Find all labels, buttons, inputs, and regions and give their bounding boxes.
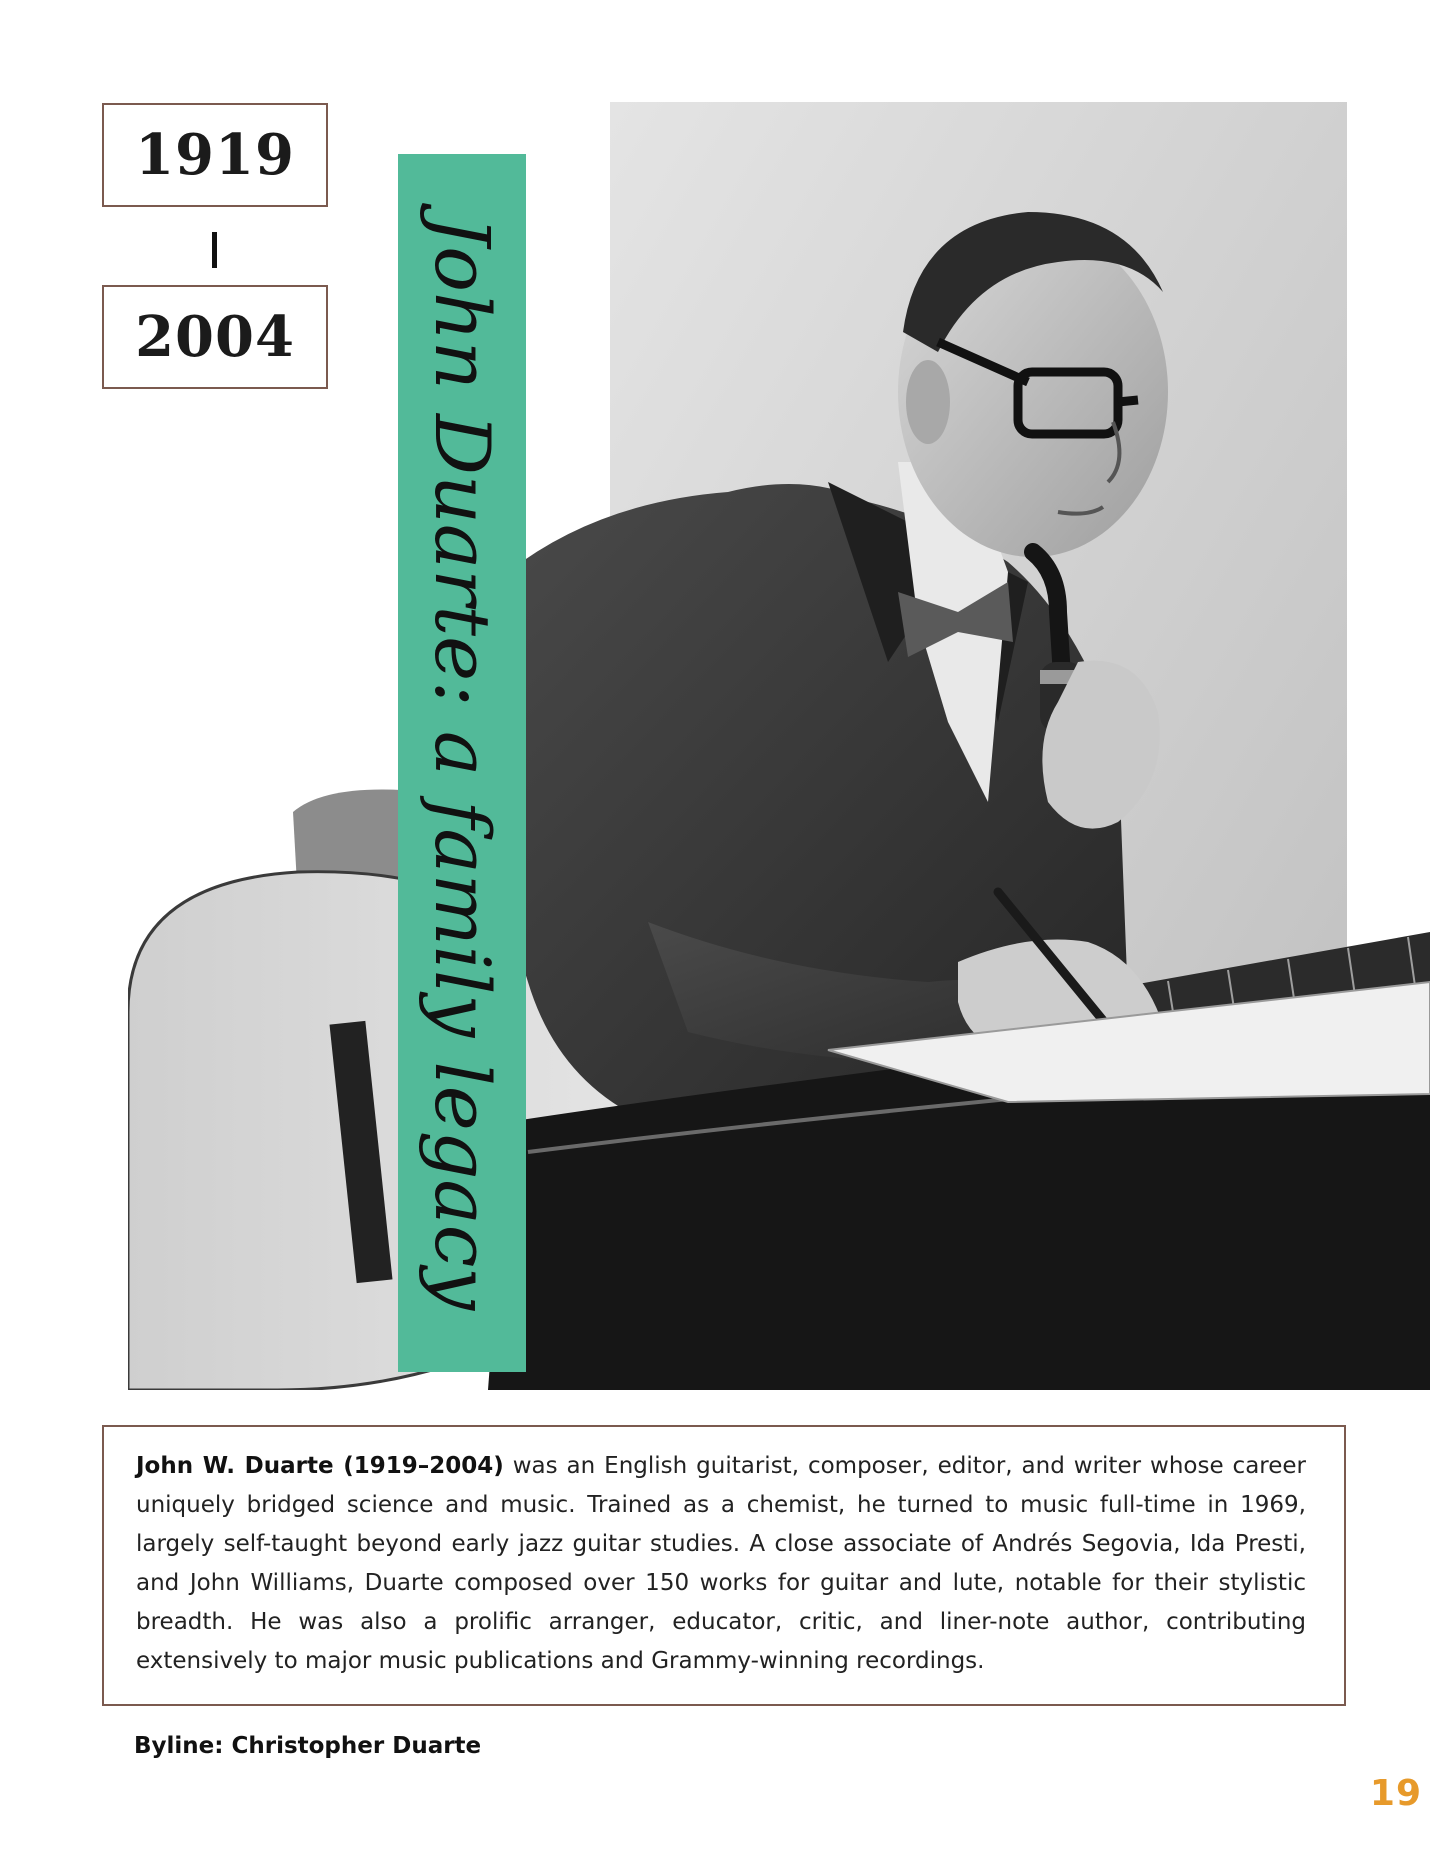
- byline: Byline: Christopher Duarte: [134, 1733, 482, 1759]
- title-band: [398, 154, 526, 1372]
- death-year: 2004: [135, 304, 295, 370]
- article-title: John Duarte: a family legacy: [418, 215, 507, 1311]
- birth-year: 1919: [135, 122, 295, 188]
- bio-text: was an English guitarist, composer, editor, and writer whose career uniquely bridged science and music. Trained as a chemist, he turned to music full-time in 1969, largely self-taught beyond early jazz guitar studies. A close associate of Andrés Segovia, Ida Presti, and John Williams, Duarte composed over 150 works for guitar and lute, notable for their stylistic breadth. He was also a prolific arranger, educator, critic, and liner-note author, contributing extensively to major music publications and Grammy-winning recordings.: [136, 1453, 1307, 1674]
- bio-lead: John W. Duarte (1919–2004): [136, 1453, 504, 1479]
- bio-box: [102, 1425, 1346, 1706]
- page-number: 19: [1369, 1773, 1422, 1814]
- portrait-photo: [128, 102, 1430, 1390]
- ear: [906, 360, 950, 444]
